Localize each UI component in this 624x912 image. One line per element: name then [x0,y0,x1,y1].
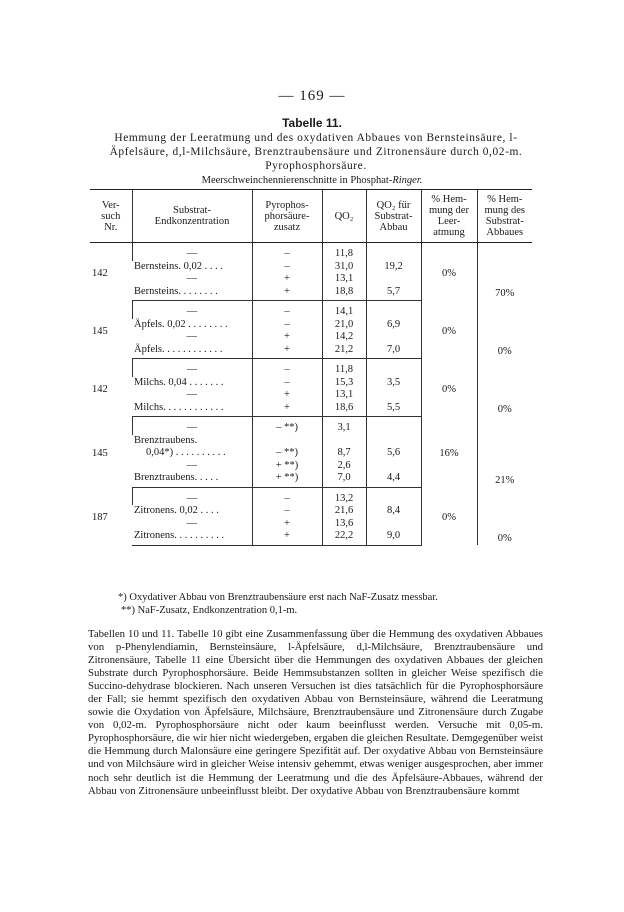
qo2-substrat-cell: 8,4 [366,505,421,518]
versuch-nr-cell: 142 [92,268,108,279]
pyro-cell: – [252,319,322,332]
substrat-cell: Bernsteins. 0,02 . . . . [134,260,223,272]
pyro-cell: – [252,261,322,274]
qo2-substrat-cell: 5,5 [366,402,421,417]
pyro-cell [252,435,322,448]
substrat-cell: Brenztraubens. [134,434,198,446]
table-row [90,243,532,261]
qo2-cell: 11,8 [322,359,366,377]
qo2-cell: 14,1 [322,301,366,319]
table-caption: Hemmung der Leeratmung und des oxydativen Abbaues von Bernsteinsäure, l-Äpfelsäure, d,l-Milchsäure, Brenztraubensäure und Zitronensäure durch 0,02-m. Pyrophosphorsäure. [109,132,523,172]
qo2-cell: 18,6 [322,402,366,417]
qo2-substrat-cell [366,359,421,377]
pyro-cell: + [252,331,322,344]
qo2-cell: 7,0 [322,472,366,487]
versuch-nr-cell: 187 [92,512,108,524]
qo2-cell: 11,8 [322,243,366,261]
substrat-cell: — [132,301,252,319]
hemmung-substrat-cell: 21% [477,417,532,488]
qo2-substrat-cell [366,435,421,448]
hemmung-leer-cell: 0% [421,243,477,301]
pyro-cell: + [252,344,322,359]
qo2-substrat-cell: 7,0 [366,344,421,359]
pyro-cell: – [252,487,322,505]
substrat-cell: Zitronens. . . . . . . . . . [132,530,252,545]
pyro-cell: + [252,402,322,417]
qo2-cell: 31,0 [322,261,366,274]
header-qo2: QO₂ [322,190,366,243]
header-hemmung-leeratmung: % Hem- mung der Leer- atmung [421,190,477,243]
qo2-substrat-cell [366,273,421,286]
qo2-substrat-cell: 4,4 [366,472,421,487]
qo2-cell: 21,0 [322,319,366,332]
versuch-nr-cell: 145 [92,325,108,337]
table-row [90,417,532,435]
qo2-substrat-cell [366,243,421,261]
qo2-substrat-cell [366,331,421,344]
qo2-cell: 13,2 [322,487,366,505]
substrat-cell: — [186,273,197,284]
qo2-cell: 2,6 [322,460,366,473]
qo2-cell [322,435,366,448]
qo2-substrat-cell [366,487,421,505]
qo2-cell: 13,1 [322,389,366,402]
footnotes [118,591,438,617]
header-qo2-substrat: QO₂ für Substrat- Abbau [366,190,421,243]
qo2-substrat-cell: 5,6 [366,447,421,460]
qo2-cell: 13,6 [322,518,366,531]
table-row [90,301,532,319]
pyro-cell: – [252,243,322,261]
header-hemmung-substrat: % Hem- mung des Substrat- Abbaues [477,190,532,243]
substrat-cell: Äpfels. . . . . . . . . . . . [132,344,252,359]
qo2-substrat-cell: 5,7 [366,286,421,301]
table-body [90,243,532,546]
substrat-cell: 0,04*) . . . . . . . . . . [146,447,226,458]
subcaption-italic: Ringer. [392,175,423,186]
substrat-cell: Zitronens. 0,02 . . . . [134,505,219,516]
pyro-cell: + **) [252,460,322,473]
pyro-cell: + **) [252,472,322,487]
qo2-cell: 15,3 [322,377,366,390]
results-table [90,189,532,546]
hemmung-substrat-cell: 0% [477,301,532,359]
body-paragraph: Tabellen 10 und 11. Tabelle 10 gibt eine Zusammenfassung über die Hemmung des oxydativen Abbaues von p-Phenylendiamin, Bernsteinsäure, l-Äpfelsäure, d,l-Milchsäure, Brenztraubensäure und Zitronensäure, Tabelle 11 eine Übersicht über die Hemmungen des oxydativen Abbaues der gleichen Substrate durch Pyrophosphorsäure. Beide Hemmsubstanzen sollten in gleicher Weise spezifisch die Succino-dehydrase blockieren. Nach unseren Versuchen ist dies tatsächlich für die Pyrophosphorsäure der Fall; sie hemmt spezifisch den oxydativen Abbau von Bernsteinsäure, während die Leeratmung sowie die Oxydation von Äpfelsäure, Milchsäure, Brenztraubensäure und Zitronensäure durch Zugabe von 0,02-m. Pyrophosphorsäure nicht oder kaum beeinflusst werden. Versuche mit 0,05-m. Pyrophosphorsäure, die wir hier nicht wiedergeben, ergaben die gleichen Resultate. Demgegenüber weist die Hemmung durch Malonsäure eine geringere Spezifität auf. Der oxydative Abbau von Bernsteinsäure und von Milchsäure wird in gleicher Weise intensiv gehemmt, etwas weniger ausgesprochen, aber immer noch sehr deutlich ist die Hemmung der Leeratmung und die des Äpfelsäure-Abbaues, während der Abbau von Zitronensäure unbeeinflusst bleibt. Der oxydative Abbau von Brenztraubensäure kommt [88,628,543,797]
subcaption-text: Meerschweinchennierenschnitte in Phosphat- [201,175,393,186]
substrat-cell: — [186,517,197,529]
substrat-cell: — [186,389,197,400]
substrat-cell: Milchs. . . . . . . . . . . . [132,402,252,417]
table-row [90,359,532,377]
qo2-cell: 8,7 [322,447,366,460]
qo2-cell: 13,1 [322,273,366,286]
hemmung-leer-cell: 0% [421,301,477,359]
qo2-substrat-cell: 9,0 [366,530,421,545]
hemmung-leer-cell: 0% [421,487,477,545]
qo2-substrat-cell [366,460,421,473]
qo2-cell: 22,2 [322,530,366,545]
qo2-substrat-cell [366,417,421,435]
substrat-cell: Äpfels. 0,02 . . . . . . . . [134,318,228,330]
pyro-cell: – **) [252,417,322,435]
pyro-cell: + [252,530,322,545]
substrat-cell: Bernsteins. . . . . . . . [132,286,252,301]
pyro-cell: + [252,389,322,402]
page-number: — 169 — [278,88,346,104]
pyro-cell: – **) [252,447,322,460]
hemmung-substrat-cell: 0% [477,359,532,417]
hemmung-substrat-cell: 70% [477,243,532,301]
qo2-substrat-cell [366,301,421,319]
pyro-cell: – [252,505,322,518]
pyro-cell: + [252,273,322,286]
pyro-cell: – [252,359,322,377]
table-row [90,487,532,505]
substrat-cell: — [132,487,252,505]
qo2-substrat-cell: 3,5 [366,377,421,390]
versuch-nr-cell: 145 [92,448,108,459]
header-pyrophosphorsaeure: Pyrophos- phorsäure- zusatz [252,190,322,243]
table-header-row [90,190,532,243]
footnote-1: *) Oxydativer Abbau von Brenztraubensäure erst nach NaF-Zusatz messbar. [118,592,438,603]
substrat-cell: Milchs. 0,04 . . . . . . . [134,376,224,388]
substrat-cell: — [186,331,197,342]
pyro-cell: – [252,301,322,319]
hemmung-leer-cell: 0% [421,359,477,417]
qo2-cell: 21,2 [322,344,366,359]
qo2-cell: 21,6 [322,505,366,518]
substrat-cell: Brenztraubens. . . . . [132,472,252,487]
pyro-cell: + [252,518,322,531]
qo2-substrat-cell: 19,2 [366,261,421,274]
substrat-cell: — [132,359,252,377]
substrat-cell: — [132,417,252,435]
qo2-cell: 14,2 [322,331,366,344]
hemmung-leer-cell: 16% [421,417,477,488]
table-subcaption [0,175,624,186]
qo2-substrat-cell: 6,9 [366,319,421,332]
hemmung-substrat-cell: 0% [477,487,532,545]
footnote-2: **) NaF-Zusatz, Endkonzentration 0,1-m. [121,605,298,616]
substrat-cell: — [132,243,252,261]
versuch-nr-cell: 142 [92,383,108,395]
header-substrat: Substrat- Endkonzentration [132,190,252,243]
substrat-cell: — [186,459,197,471]
qo2-substrat-cell [366,389,421,402]
qo2-substrat-cell [366,518,421,531]
pyro-cell: + [252,286,322,301]
pyro-cell: – [252,377,322,390]
header-versuch-nr: Ver- such Nr. [90,190,132,243]
qo2-cell: 3,1 [322,417,366,435]
qo2-cell: 18,8 [322,286,366,301]
table-label: Tabelle 11. [282,116,342,130]
